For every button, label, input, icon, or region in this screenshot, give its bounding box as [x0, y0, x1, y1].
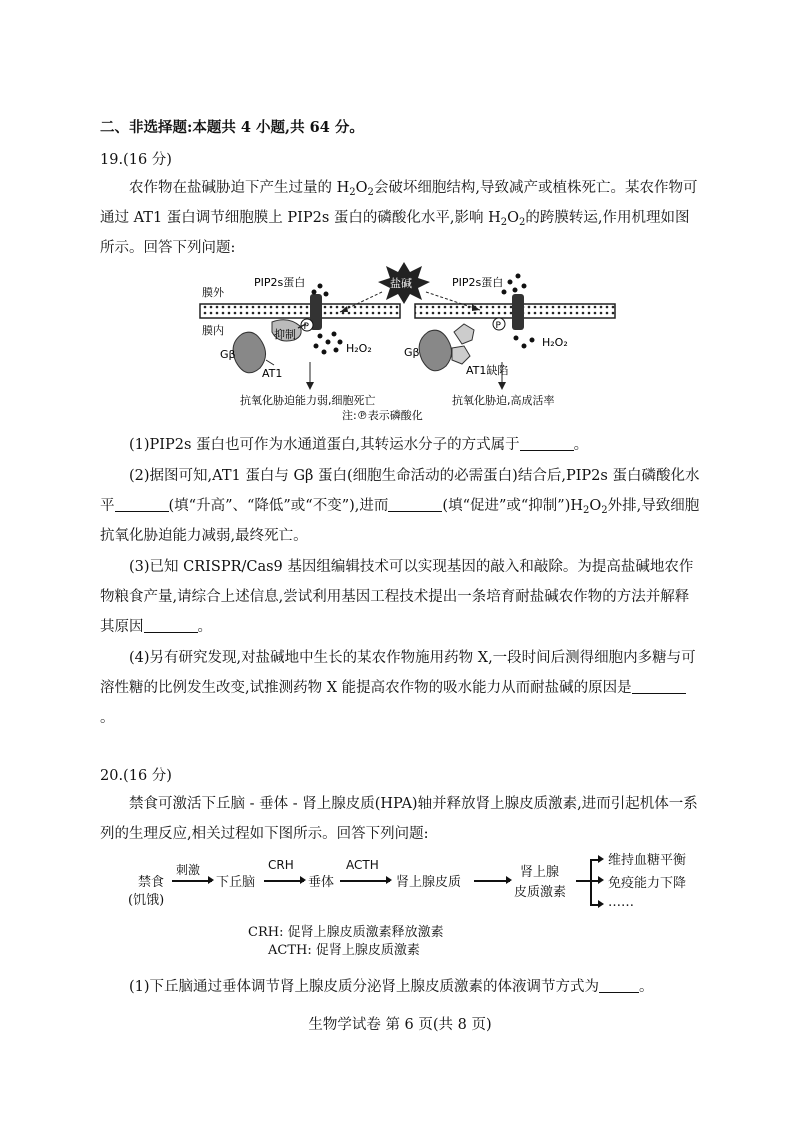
fasting-label: 禁食	[138, 875, 165, 890]
at1-label: AT1	[262, 367, 283, 380]
pip2s-channel-right	[512, 294, 524, 330]
q19-sub4: (4)另有研究发现,对盐碱地中生长的某农作物施用药物 X,一段时间后测得细胞内多糖与可溶性糖的比例发生改变,试推测药物 X 能提高农作物的吸水能力从而耐盐碱的原因是。	[100, 650, 696, 726]
at1-defect-part-2	[452, 346, 470, 364]
at1-defect-label: AT1缺陷	[466, 364, 509, 377]
q19-sub3: (3)已知 CRISPR/Cas9 基因组编辑技术可以实现基因的敲入和敲除。为提高盐碱地农作物粮食产量,请综合上述信息,尝试利用基因工程技术提出一条培育耐盐碱农作物的方法并解释其原因 。	[100, 559, 694, 635]
membrane-left	[200, 304, 400, 318]
acth-label: ACTH	[346, 858, 379, 872]
answer-blank[interactable]	[599, 978, 639, 993]
hormone-line1: 肾上腺	[520, 865, 560, 880]
stimulate-label: 刺激	[176, 863, 201, 877]
effect-immunity: 免疫能力下降	[608, 876, 687, 891]
arrow-secrete	[474, 880, 510, 882]
result-left: 抗氧化胁迫能力弱,细胞死亡	[240, 394, 376, 407]
arrow-stimulate	[172, 880, 212, 882]
at1-defect-part-1	[454, 324, 474, 344]
hunger-label: (饥饿)	[128, 893, 165, 908]
svg-text:P: P	[495, 321, 501, 331]
q20-intro: 禁食可激活下丘脑 - 垂体 - 肾上腺皮质(HPA)轴并释放肾上腺皮质激素,进而引起机体一系列的生理反应,相关过程如下图所示。回答下列问题:	[100, 796, 698, 842]
branch-connector	[576, 880, 590, 882]
inhibit-label: 抑制	[274, 328, 296, 341]
gbeta-label-left: Gβ	[220, 348, 236, 361]
hypothalamus-label: 下丘脑	[216, 875, 256, 890]
answer-blank[interactable]	[388, 497, 442, 512]
q19-sub1: (1)PIP2s 蛋白也可作为水通道蛋白,其转运水分子的方式属于 。	[129, 437, 589, 453]
answer-blank[interactable]	[520, 436, 574, 451]
svg-text:P: P	[303, 322, 309, 332]
q19-number: 19.(16 分)	[100, 152, 172, 168]
pip2s-label-right: PIP2s蛋白	[452, 276, 504, 289]
q19-sub2: (2)据图可知,AT1 蛋白与 Gβ 蛋白(细胞生命活动的必需蛋白)结合后,PIP2s 蛋白磷酸化水平 (填“升高”、“降低”或“不变”),进而 (填“促进”或“抑制$”)H_2O_2$外排,导致细胞抗氧化胁迫能力减弱,最终死亡。	[100, 468, 700, 544]
gbeta-protein-right	[419, 330, 451, 371]
crh-label: CRH	[268, 858, 294, 872]
h2o2-label-left: H₂O₂	[346, 342, 372, 355]
page-footer: 生物学试卷 第 6 页(共 8 页)	[308, 1017, 492, 1033]
result-right: 抗氧化胁迫,高成活率	[452, 394, 555, 407]
answer-blank[interactable]	[632, 679, 686, 694]
legend-acth: ACTH: 促肾上腺皮质激素	[268, 943, 420, 958]
q20-number: 20.(16 分)	[100, 768, 172, 784]
legend-crh: CRH: 促肾上腺皮质激素释放激素	[248, 925, 444, 940]
pituitary-label: 垂体	[308, 875, 335, 890]
h2o2-label-right: H₂O₂	[542, 336, 568, 349]
arrow-acth	[340, 880, 390, 882]
answer-blank[interactable]	[115, 497, 169, 512]
hormone-line2: 皮质激素	[514, 885, 567, 900]
effect-more: ……	[608, 895, 634, 910]
arrow-crh	[264, 880, 304, 882]
q20-sub1: (1)下丘脑通过垂体调节肾上腺皮质分泌肾上腺皮质激素的体液调节方式为 。	[129, 979, 654, 995]
figure-note: 注:℗表示磷酸化	[342, 409, 423, 422]
inside-label: 膜内	[202, 324, 224, 337]
salt-label: 盐碱	[390, 277, 412, 290]
gbeta-label-right: Gβ	[404, 346, 420, 359]
branch-bracket	[590, 859, 592, 905]
q19-intro: 农作物在盐碱胁迫下产生过量的 $H_2O_2$会破坏细胞结构,导致减产或植株死亡。某农作物可通过 AT1 蛋白调节细胞膜上 PIP2s 蛋白的磷酸化水平,影响 $H_2O_2$的跨膜转运,作用机理如图所示。回答下列问题:	[100, 180, 698, 256]
gbeta-protein-left	[233, 332, 265, 373]
hpa-flow-diagram	[128, 853, 718, 963]
outside-label: 膜外	[202, 286, 224, 299]
pip2s-label-left: PIP2s蛋白	[254, 276, 306, 289]
adrenal-cortex-label: 肾上腺皮质	[396, 875, 462, 890]
effect-glucose: 维持血糖平衡	[608, 853, 687, 868]
membrane-diagram	[190, 262, 630, 422]
section-header: 二、非选择题:本题共 4 小题,共 64 分。	[100, 119, 364, 136]
answer-blank[interactable]	[144, 618, 198, 633]
